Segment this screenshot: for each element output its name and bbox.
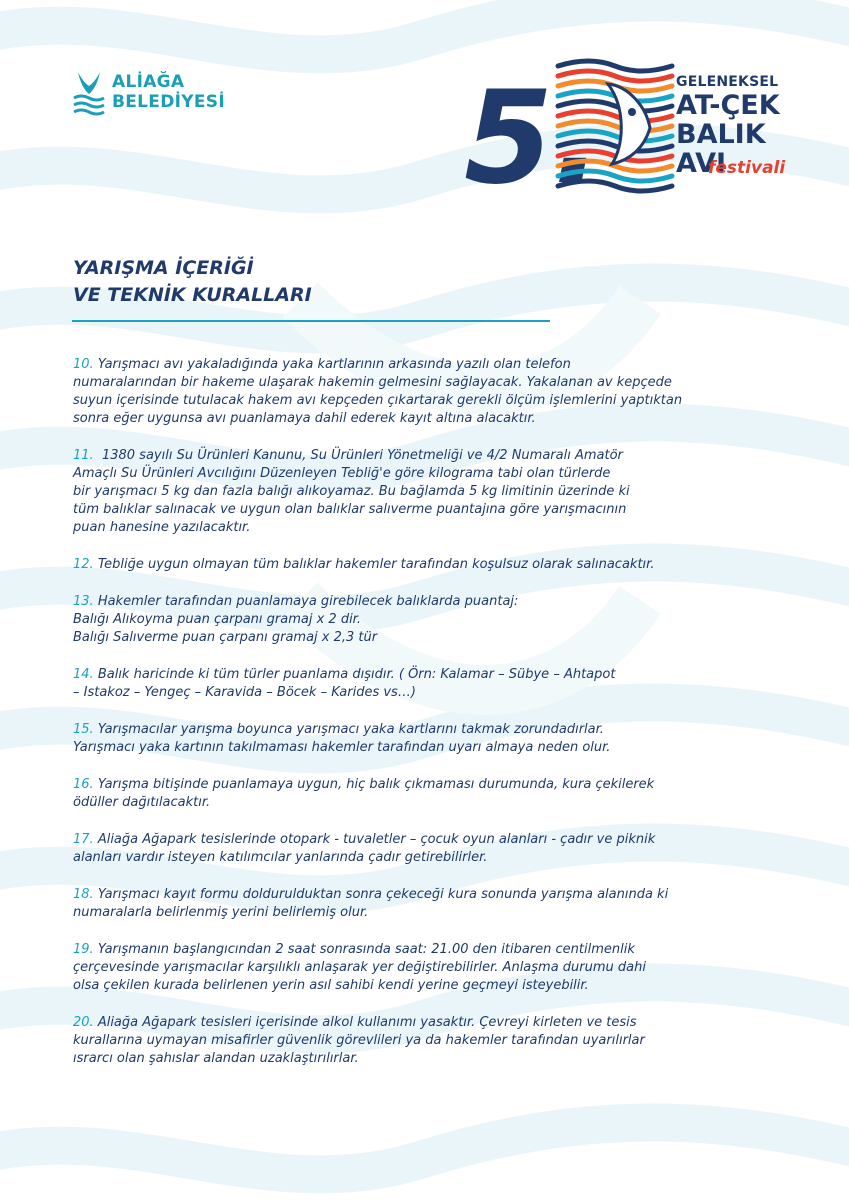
festival-title-line-1: GELENEKSEL bbox=[676, 74, 779, 90]
rule-line bbox=[73, 977, 753, 995]
festival-title-line-4: AVI bbox=[676, 148, 727, 179]
rule-item bbox=[73, 886, 753, 922]
rule-number: 19. bbox=[73, 942, 94, 957]
rule-line bbox=[73, 356, 753, 374]
rule-text: kurallarına uymayan misafirler güvenlik görevlileri ya da hakemler tarafından uyarılırlar bbox=[73, 1033, 645, 1048]
seagull-wave-icon bbox=[72, 68, 106, 116]
rule-number: 15. bbox=[73, 722, 94, 737]
rule-text: Amaçlı Su Ürünleri Avcılığını Düzenleyen Tebliğ'e göre kilograma tabi olan türlerde bbox=[73, 466, 611, 481]
rule-text: suyun içerisinde tutulacak hakem avı kepçeden çıkartarak gerekli ölçüm işlemlerini yaptıktan bbox=[73, 393, 683, 408]
rule-number: 20. bbox=[73, 1015, 94, 1030]
rule-number: 14. bbox=[73, 667, 94, 682]
rule-line bbox=[73, 959, 753, 977]
rule-line bbox=[73, 739, 753, 757]
rule-text: puan hanesine yazılacaktır. bbox=[73, 520, 251, 535]
festival-logo bbox=[462, 52, 786, 213]
rule-line bbox=[73, 519, 753, 537]
rule-line bbox=[73, 831, 753, 849]
rule-text: olsa çekilen kurada belirlenen yerin asıl sahibi kendi yerine geçmeyi isteyebilir. bbox=[73, 978, 589, 993]
rule-text: Aliağa Ağapark tesisleri içerisinde alkol kullanımı yasaktır. Çevreyi kirleten ve tesis bbox=[93, 1015, 637, 1030]
rule-item bbox=[73, 776, 753, 812]
rule-number: 10. bbox=[73, 357, 94, 372]
rule-text: Yarışmacı kayıt formu doldurulduktan sonra çekeceği kura sonunda yarışma alanında ki bbox=[93, 887, 669, 902]
rule-line bbox=[73, 410, 753, 428]
rule-item bbox=[73, 447, 753, 537]
rule-text: ödüller dağıtılacaktır. bbox=[73, 795, 211, 810]
rule-line bbox=[73, 556, 753, 574]
rule-line bbox=[73, 1032, 753, 1050]
rule-item bbox=[73, 556, 753, 574]
rule-text: Yarışmacılar yarışma boyunca yarışmacı yaka kartlarını takmak zorundadırlar. bbox=[93, 722, 604, 737]
rule-line bbox=[73, 501, 753, 519]
festival-title-line-2: AT-ÇEK bbox=[676, 90, 780, 121]
rule-line bbox=[73, 374, 753, 392]
rule-text: Aliağa Ağapark tesislerinde otopark - tuvaletler – çocuk oyun alanları - çadır ve piknik bbox=[93, 832, 656, 847]
rule-number: 11. bbox=[73, 448, 94, 463]
festival-number-graphic bbox=[462, 52, 602, 213]
rule-line bbox=[73, 447, 753, 465]
rule-number: 13. bbox=[73, 594, 94, 609]
festival-number: 5. bbox=[464, 64, 602, 213]
fish-waves-icon bbox=[550, 56, 680, 192]
rule-text: Hakemler tarafından puanlamaya girebilecek balıklarda puantaj: bbox=[93, 594, 519, 609]
rule-text: çerçevesinde yarışmacılar karşılıklı anlaşarak yer değiştirebilirler. Anlaşma durumu dahi bbox=[73, 960, 646, 975]
rule-item bbox=[73, 721, 753, 757]
rule-item bbox=[73, 831, 753, 867]
rule-line bbox=[73, 666, 753, 684]
rule-line bbox=[73, 684, 753, 702]
festival-title-line-5: festivali bbox=[708, 158, 786, 178]
rule-number: 16. bbox=[73, 777, 94, 792]
rule-line bbox=[73, 1050, 753, 1068]
title-divider bbox=[72, 320, 550, 322]
rule-text: Yarışmacı yaka kartının takılmaması hakemler tarafından uyarı almaya neden olur. bbox=[73, 740, 611, 755]
rule-text: Tebliğe uygun olmayan tüm balıklar hakemler tarafından koşulsuz olarak salınacaktır. bbox=[93, 557, 655, 572]
rule-text: Balık haricinde ki tüm türler puanlama dışıdır. ( Örn: Kalamar – Sübye – Ahtapot bbox=[93, 667, 616, 682]
rule-text: 1380 sayılı Su Ürünleri Kanunu, Su Ürünleri Yönetmeliği ve 4/2 Numaralı Amatör bbox=[93, 448, 623, 463]
rule-text: Yarışma bitişinde puanlamaya uygun, hiç balık çıkmaması durumunda, kura çekilerek bbox=[93, 777, 655, 792]
rule-line bbox=[73, 1014, 753, 1032]
municipality-name: ALİAĞA BELEDİYESİ bbox=[112, 72, 225, 112]
rule-item bbox=[73, 1014, 753, 1068]
rule-item bbox=[73, 941, 753, 995]
rule-text: ısrarcı olan şahıslar alandan uzaklaştırılırlar. bbox=[73, 1051, 359, 1066]
rule-line bbox=[73, 776, 753, 794]
rule-line bbox=[73, 593, 753, 611]
rule-text: sonra eğer uygunsa avı puanlamaya dahil ederek kayıt altına alacaktır. bbox=[73, 411, 536, 426]
rule-line bbox=[73, 611, 753, 629]
rule-number: 18. bbox=[73, 887, 94, 902]
rule-text: tüm balıklar salınacak ve uygun olan balıklar salıverme puantajına göre yarışmacının bbox=[73, 502, 627, 517]
rule-text: Yarışmacı avı yakaladığında yaka kartlarının arkasında yazılı olan telefon bbox=[93, 357, 571, 372]
rule-text: – Istakoz – Yengeç – Karavida – Böcek – Karides vs…) bbox=[73, 685, 416, 700]
page-title-line-2: VE TEKNİK KURALLARI bbox=[73, 284, 312, 306]
rule-line bbox=[73, 941, 753, 959]
rule-text: numaralarla belirlenmiş yerini belirlemiş olur. bbox=[73, 905, 369, 920]
rule-line bbox=[73, 483, 753, 501]
rule-text: Balığı Alıkoyma puan çarpanı gramaj x 2 dir. bbox=[73, 612, 361, 627]
rule-line bbox=[73, 886, 753, 904]
rule-text: bir yarışmacı 5 kg dan fazla balığı alıkoyamaz. Bu bağlamda 5 kg limitinin üzerinde ki bbox=[73, 484, 630, 499]
rule-line bbox=[73, 392, 753, 410]
municipality-logo bbox=[72, 68, 252, 118]
page-title bbox=[73, 255, 312, 309]
rule-item bbox=[73, 356, 753, 428]
rule-number: 12. bbox=[73, 557, 94, 572]
rule-text: Yarışmanın başlangıcından 2 saat sonrasında saat: 21.00 den itibaren centilmenlik bbox=[93, 942, 635, 957]
rule-text: Balığı Salıverme puan çarpanı gramaj x 2,3 tür bbox=[73, 630, 378, 645]
rule-text: numaralarından bir hakeme ulaşarak hakemin gelmesini sağlayacak. Yakalanan av kepçede bbox=[73, 375, 672, 390]
rules-list bbox=[73, 356, 753, 1087]
rule-text: alanları vardır isteyen katılımcılar yanlarında çadır getirebilirler. bbox=[73, 850, 488, 865]
rule-item bbox=[73, 593, 753, 647]
rule-line bbox=[73, 629, 753, 647]
rule-line bbox=[73, 904, 753, 922]
rule-line bbox=[73, 465, 753, 483]
rule-item bbox=[73, 666, 753, 702]
rule-line bbox=[73, 794, 753, 812]
rule-number: 17. bbox=[73, 832, 94, 847]
rule-line bbox=[73, 849, 753, 867]
rule-line bbox=[73, 721, 753, 739]
festival-title-line-3: BALIK bbox=[676, 119, 766, 150]
page-title-line-1: YARIŞMA İÇERİĞİ bbox=[73, 257, 254, 279]
